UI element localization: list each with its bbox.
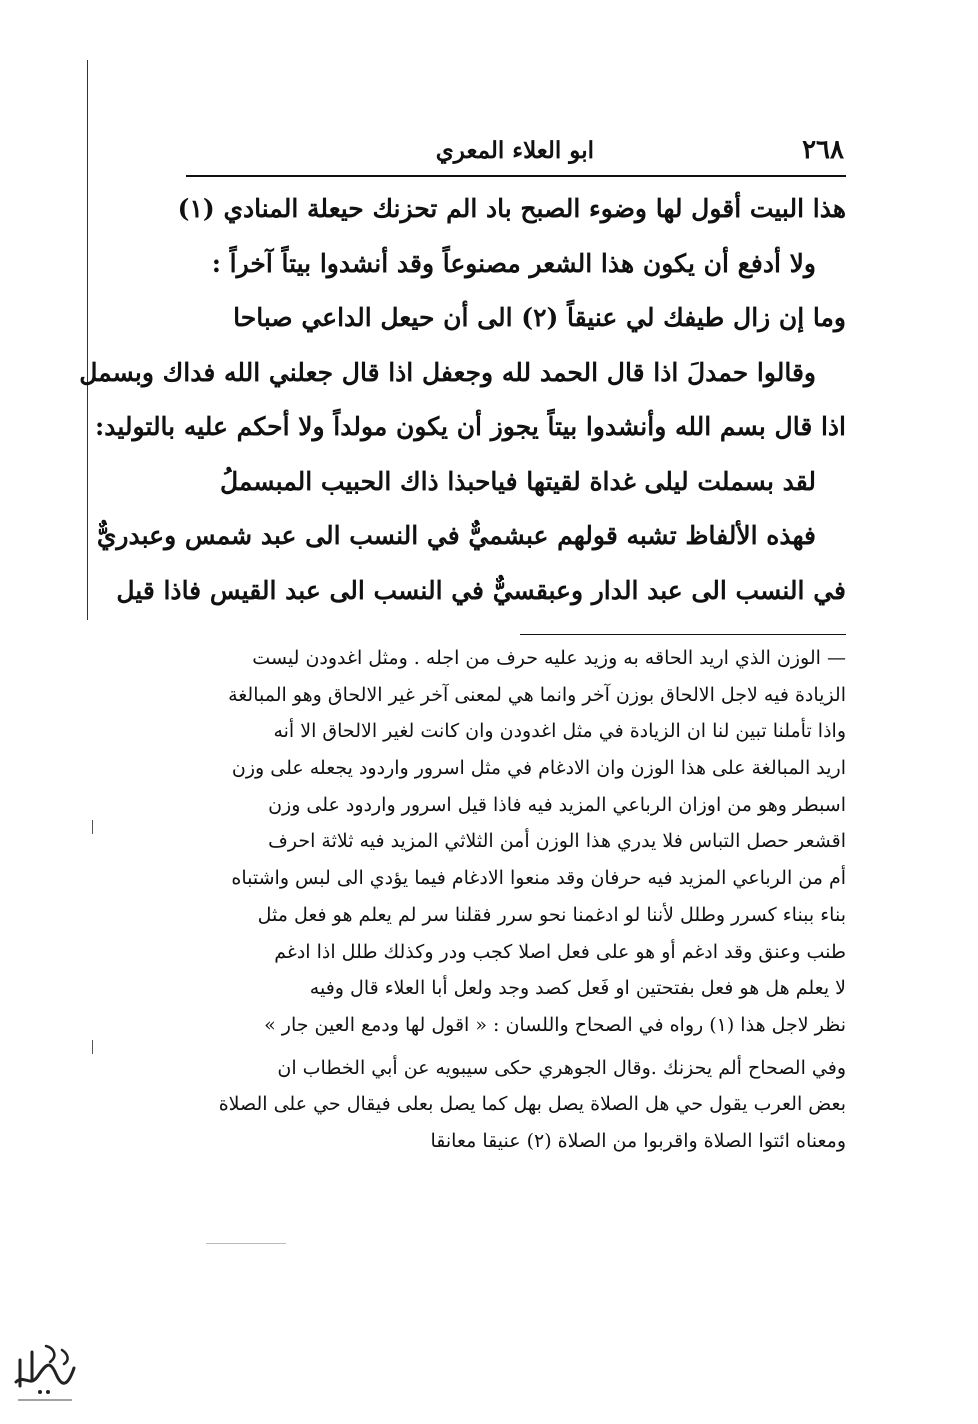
footnote-line: واذا تأملنا تبين لنا ان الزيادة في مثل اغدودن وان كانت لغير الالحاق الا أنه — [273, 720, 846, 743]
text-line: فهذه الألفاظ تشبه قولهم عبشميٌّ في النسب الى عبد شمس وعبدريٌّ — [96, 521, 816, 550]
main-text — [79, 182, 846, 618]
footnote-line: ومعناه ائتوا الصلاة واقربوا من الصلاة (٢) عنيقا معانقا — [430, 1129, 846, 1152]
text-line: اذا قال بسم الله وأنشدوا بيتاً يجوز أن يكون مولداً ولا أحكم عليه بالتوليد: — [94, 412, 846, 441]
margin-mark — [92, 820, 93, 834]
footnote-line: اقشعر حصل التباس فلا يدري هذا الوزن أمن الثلاثي المزيد فيه ثلاثة احرف — [268, 830, 846, 853]
running-title: ابو العلاء المعري — [435, 137, 594, 164]
footnote-line: بناء ببناء كسرر وطلل لأننا لو ادغمنا نحو سرر فقلنا سر لم يعلم هو فعل مثل — [257, 903, 846, 926]
footnote-line: وفي الصحاح ألم يحزنك .وقال الجوهري حكى سيبويه عن أبي الخطاب ان — [277, 1056, 846, 1079]
footnotes — [206, 640, 846, 1160]
text-line: في النسب الى عبد الدار وعبقسيٌّ في النسب الى عبد القيس فاذا قيل — [116, 575, 846, 605]
verse-line: لقد بسملت ليلى غداة لقيتها فياحبذا ذاك الحبيب المبسملُ — [219, 466, 816, 496]
margin-rule — [87, 60, 88, 620]
footnote-line: اسبطر وهو من اوزان الرباعي المزيد فيه فاذا قيل اسرور واردود على وزن — [268, 793, 846, 816]
text-line: هذا البيت أقول لها وضوء الصبح باد الم تحزنك حيعلة المنادي (١) — [177, 194, 846, 223]
bottom-rule — [206, 1243, 286, 1244]
calligraphy-logo-icon — [10, 1330, 80, 1405]
text-line: وقالوا حمدلَ اذا قال الحمد لله وجعفل اذا قال جعلني الله فداك وبسمل — [79, 357, 816, 387]
footnote-line: لا يعلم هل هو فعل بفتحتين او فَعل كصد وجد ولعل أبا العلاء قال وفيه — [309, 977, 846, 1000]
footnote-line: أم من الرباعي المزيد فيه حرفان وقد منعوا الادغام فيما يؤدي الى لبس واشتباه — [231, 867, 846, 890]
footnote-line: بعض العرب يقول حي هل الصلاة يصل بهل كما يصل بعلى فيقال حي على الصلاة — [218, 1093, 846, 1116]
footnote-rule — [520, 634, 846, 635]
footnote-line: اريد المبالغة على هذا الوزن وان الادغام في مثل اسرور واردود يجعله على وزن — [231, 757, 846, 780]
margin-mark — [92, 1040, 93, 1054]
page-header — [186, 135, 844, 175]
footnote-line: نظر لاجل هذا (١) رواه في الصحاح واللسان : « اقول لها ودمع العين جار » — [264, 1013, 846, 1036]
header-rule — [186, 175, 846, 177]
page-number: ٢٦٨ — [802, 135, 844, 165]
calligraphy-logo — [10, 1330, 80, 1405]
footnote-line: الزيادة فيه لاجل الالحاق بوزن آخر وانما هي لمعنى آخر غير الالحاق وهو المبالغة — [228, 683, 846, 706]
footnote-line: — الوزن الذي اريد الحاقه به وزيد عليه حرف من اجله . ومثل اغدودن ليست — [252, 647, 846, 669]
text-line: ولا أدفع أن يكون هذا الشعر مصنوعاً وقد أنشدوا بيتاً آخراً : — [211, 248, 816, 278]
footnote-line: طنب وعنق وقد ادغم أو هو على فعل اصلا كجب ودر وكذلك طلل اذا ادغم — [274, 940, 846, 963]
verse-line: وما إن زال طيفك لي عنيقاً (٢) الى أن حيعل الداعي صباحا — [233, 303, 846, 332]
